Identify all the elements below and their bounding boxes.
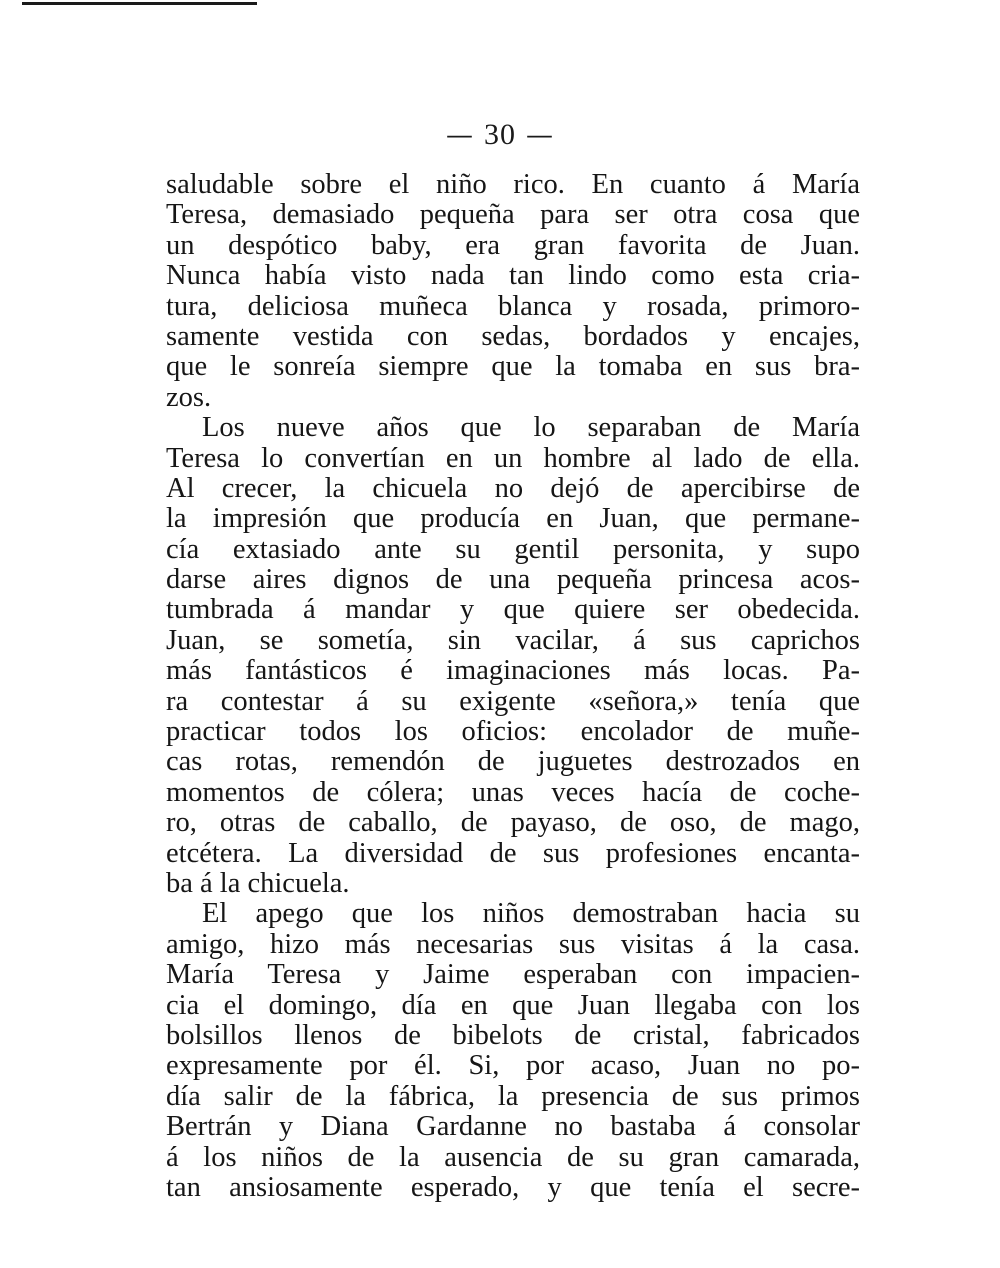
text-line: ba á la chicuela. bbox=[166, 867, 350, 899]
text-line: cas rotas, remendón de juguetes destrozados en bbox=[166, 746, 860, 778]
text-line: Los nueve años que lo separaban de María bbox=[202, 412, 860, 444]
text-line: momentos de cólera; unas veces hacía de coche- bbox=[166, 776, 860, 808]
text-line: un despótico baby, era gran favorita de Juan. bbox=[166, 229, 860, 261]
text-line: Al crecer, la chicuela no dejó de apercibirse de bbox=[166, 472, 860, 504]
text-line: zos. bbox=[166, 381, 212, 413]
text-line: expresamente por él. Si, por acaso, Juan no po- bbox=[166, 1050, 860, 1082]
text-line: día salir de la fábrica, la presencia de sus primos bbox=[166, 1080, 860, 1112]
body-text bbox=[166, 170, 860, 1203]
text-line: practicar todos los oficios: encolador de muñe- bbox=[166, 716, 860, 748]
text-line: amigo, hizo más necesarias sus visitas á la casa. bbox=[166, 928, 860, 960]
text-line: El apego que los niños demostraban hacia su bbox=[202, 898, 860, 930]
text-line: ro, otras de caballo, de payaso, de oso, de mago, bbox=[166, 807, 860, 839]
text-line: cía extasiado ante su gentil personita, y supo bbox=[166, 533, 860, 565]
text-line: tan ansiosamente esperado, y que tenía el secre- bbox=[166, 1171, 860, 1203]
text-line: Nunca había visto nada tan lindo como esta cria- bbox=[166, 260, 860, 292]
text-line: Teresa, demasiado pequeña para ser otra cosa que bbox=[166, 199, 860, 231]
page-number-dash-right: — bbox=[526, 120, 554, 151]
text-line: Juan, se sometía, sin vacilar, á sus caprichos bbox=[166, 624, 860, 656]
text-line: cia el domingo, día en que Juan llegaba con los bbox=[166, 989, 860, 1021]
text-line: tumbrada á mandar y que quiere ser obedecida. bbox=[166, 594, 860, 626]
text-line: tura, deliciosa muñeca blanca y rosada, primoro- bbox=[166, 290, 860, 322]
text-line: etcétera. La diversidad de sus profesiones encanta- bbox=[166, 837, 860, 869]
page-number bbox=[0, 118, 1000, 152]
top-rule bbox=[22, 2, 257, 5]
text-line: darse aires dignos de una pequeña princesa acos- bbox=[166, 564, 860, 596]
page-number-value: 30 bbox=[484, 118, 516, 151]
page-number-dash-left: — bbox=[446, 120, 474, 151]
text-line: que le sonreía siempre que la tomaba en sus bra- bbox=[166, 351, 860, 383]
text-line: ra contestar á su exigente «señora,» tenía que bbox=[166, 685, 860, 717]
text-line: á los niños de la ausencia de su gran camarada, bbox=[166, 1141, 860, 1173]
text-line: Bertrán y Diana Gardanne no bastaba á consolar bbox=[166, 1111, 860, 1143]
text-line: bolsillos llenos de bibelots de cristal, fabricados bbox=[166, 1019, 860, 1051]
text-line: María Teresa y Jaime esperaban con impacien- bbox=[166, 959, 860, 991]
text-line: más fantásticos é imaginaciones más locas. Pa- bbox=[166, 655, 860, 687]
text-line: saludable sobre el niño rico. En cuanto á María bbox=[166, 169, 860, 200]
text-line: la impresión que producía en Juan, que permane- bbox=[166, 503, 860, 535]
text-line: Teresa lo convertían en un hombre al lado de ella. bbox=[166, 442, 860, 474]
text-line: samente vestida con sedas, bordados y encajes, bbox=[166, 320, 860, 352]
